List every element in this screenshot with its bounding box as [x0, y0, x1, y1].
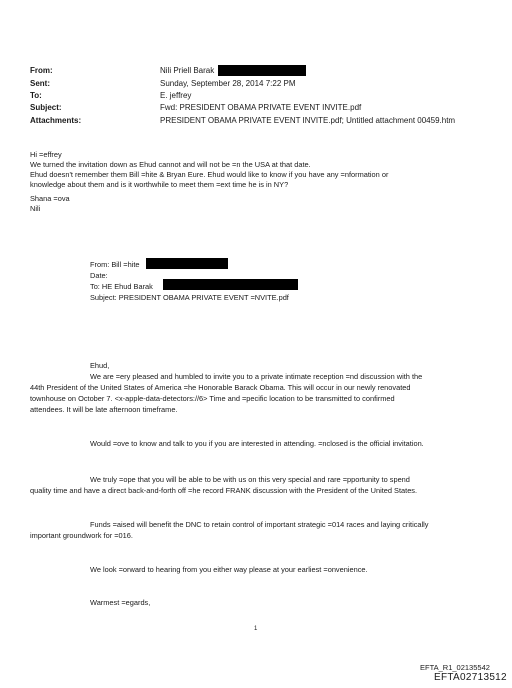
letter-line: Would =ove to know and talk to you if you are interested in attending. =nclosed is the official invitation. — [90, 439, 424, 448]
reply-name: Nili — [30, 204, 41, 213]
letter-line: Funds =aised will benefit the DNC to retain control of important strategic =014 races and laying critically — [90, 520, 429, 529]
reply-line: Ehud doesn't remember them Bill =hite & Bryan Eure. Ehud would like to know if you have any =nformation or — [30, 170, 389, 179]
letter-line: quality time and have a direct back-and-forth off =he record FRANK discussion with the President of the United States. — [30, 486, 418, 495]
fwd-to: To: HE Ehud Barak — [90, 282, 153, 291]
fwd-date: Date: — [90, 271, 108, 280]
letter-line: attendees. It will be late afternoon timeframe. — [30, 405, 178, 414]
letter-line: townhouse on October 7. <x-apple-data-detectors://6> Time and =pecific location to be transmitted to confirmed — [30, 394, 395, 403]
redaction-block — [146, 258, 228, 269]
subject-value: Fwd: PRESIDENT OBAMA PRIVATE EVENT INVITE.pdf — [160, 103, 362, 112]
page-number: 1 — [254, 626, 258, 632]
sent-value: Sunday, September 28, 2014 7:22 PM — [160, 79, 296, 88]
redaction-block — [163, 279, 298, 290]
from-label: From: — [30, 66, 53, 75]
to-value: E. jeffrey — [160, 91, 192, 100]
letter-closing: Warmest =egards, — [90, 598, 151, 607]
attachments-label: Attachments: — [30, 116, 82, 125]
letter-line: important groundwork for =016. — [30, 531, 133, 540]
subject-label: Subject: — [30, 103, 62, 112]
reply-line: knowledge about them and is it worthwhile to meet them =ext time he is in NY? — [30, 180, 289, 189]
to-label: To: — [30, 91, 42, 100]
letter-line: We truly =ope that you will be able to be with us on this very special and rare =pportunity to spend — [90, 475, 410, 484]
footer-ref-2: EFTA02713512 — [434, 672, 507, 683]
reply-line: We turned the invitation down as Ehud cannot and will not be =n the USA at that date. — [30, 160, 311, 169]
attachments-value: PRESIDENT OBAMA PRIVATE EVENT INVITE.pdf; Untitled attachment 00459.htm — [160, 116, 456, 125]
footer-ref-1: EFTA_R1_02135542 — [420, 663, 490, 672]
sent-label: Sent: — [30, 79, 50, 88]
fwd-subject: Subject: PRESIDENT OBAMA PRIVATE EVENT =NVITE.pdf — [90, 293, 289, 302]
reply-signoff: Shana =ova — [30, 194, 70, 203]
letter-line: 44th President of the United States of America =he Honorable Barack Obama. This will occur in our newly renovated — [30, 383, 411, 392]
redaction-block — [218, 65, 306, 76]
letter-salutation: Ehud, — [90, 361, 110, 370]
reply-greeting: Hi =effrey — [30, 150, 62, 159]
fwd-from: From: Bill =hite — [90, 260, 140, 269]
from-value: Nili Priell Barak — [160, 66, 215, 75]
letter-line: We look =orward to hearing from you either way please at your earliest =onvenience. — [90, 565, 368, 574]
letter-line: We are =ery pleased and humbled to invite you to a private intimate reception =nd discussion with the — [90, 372, 423, 381]
